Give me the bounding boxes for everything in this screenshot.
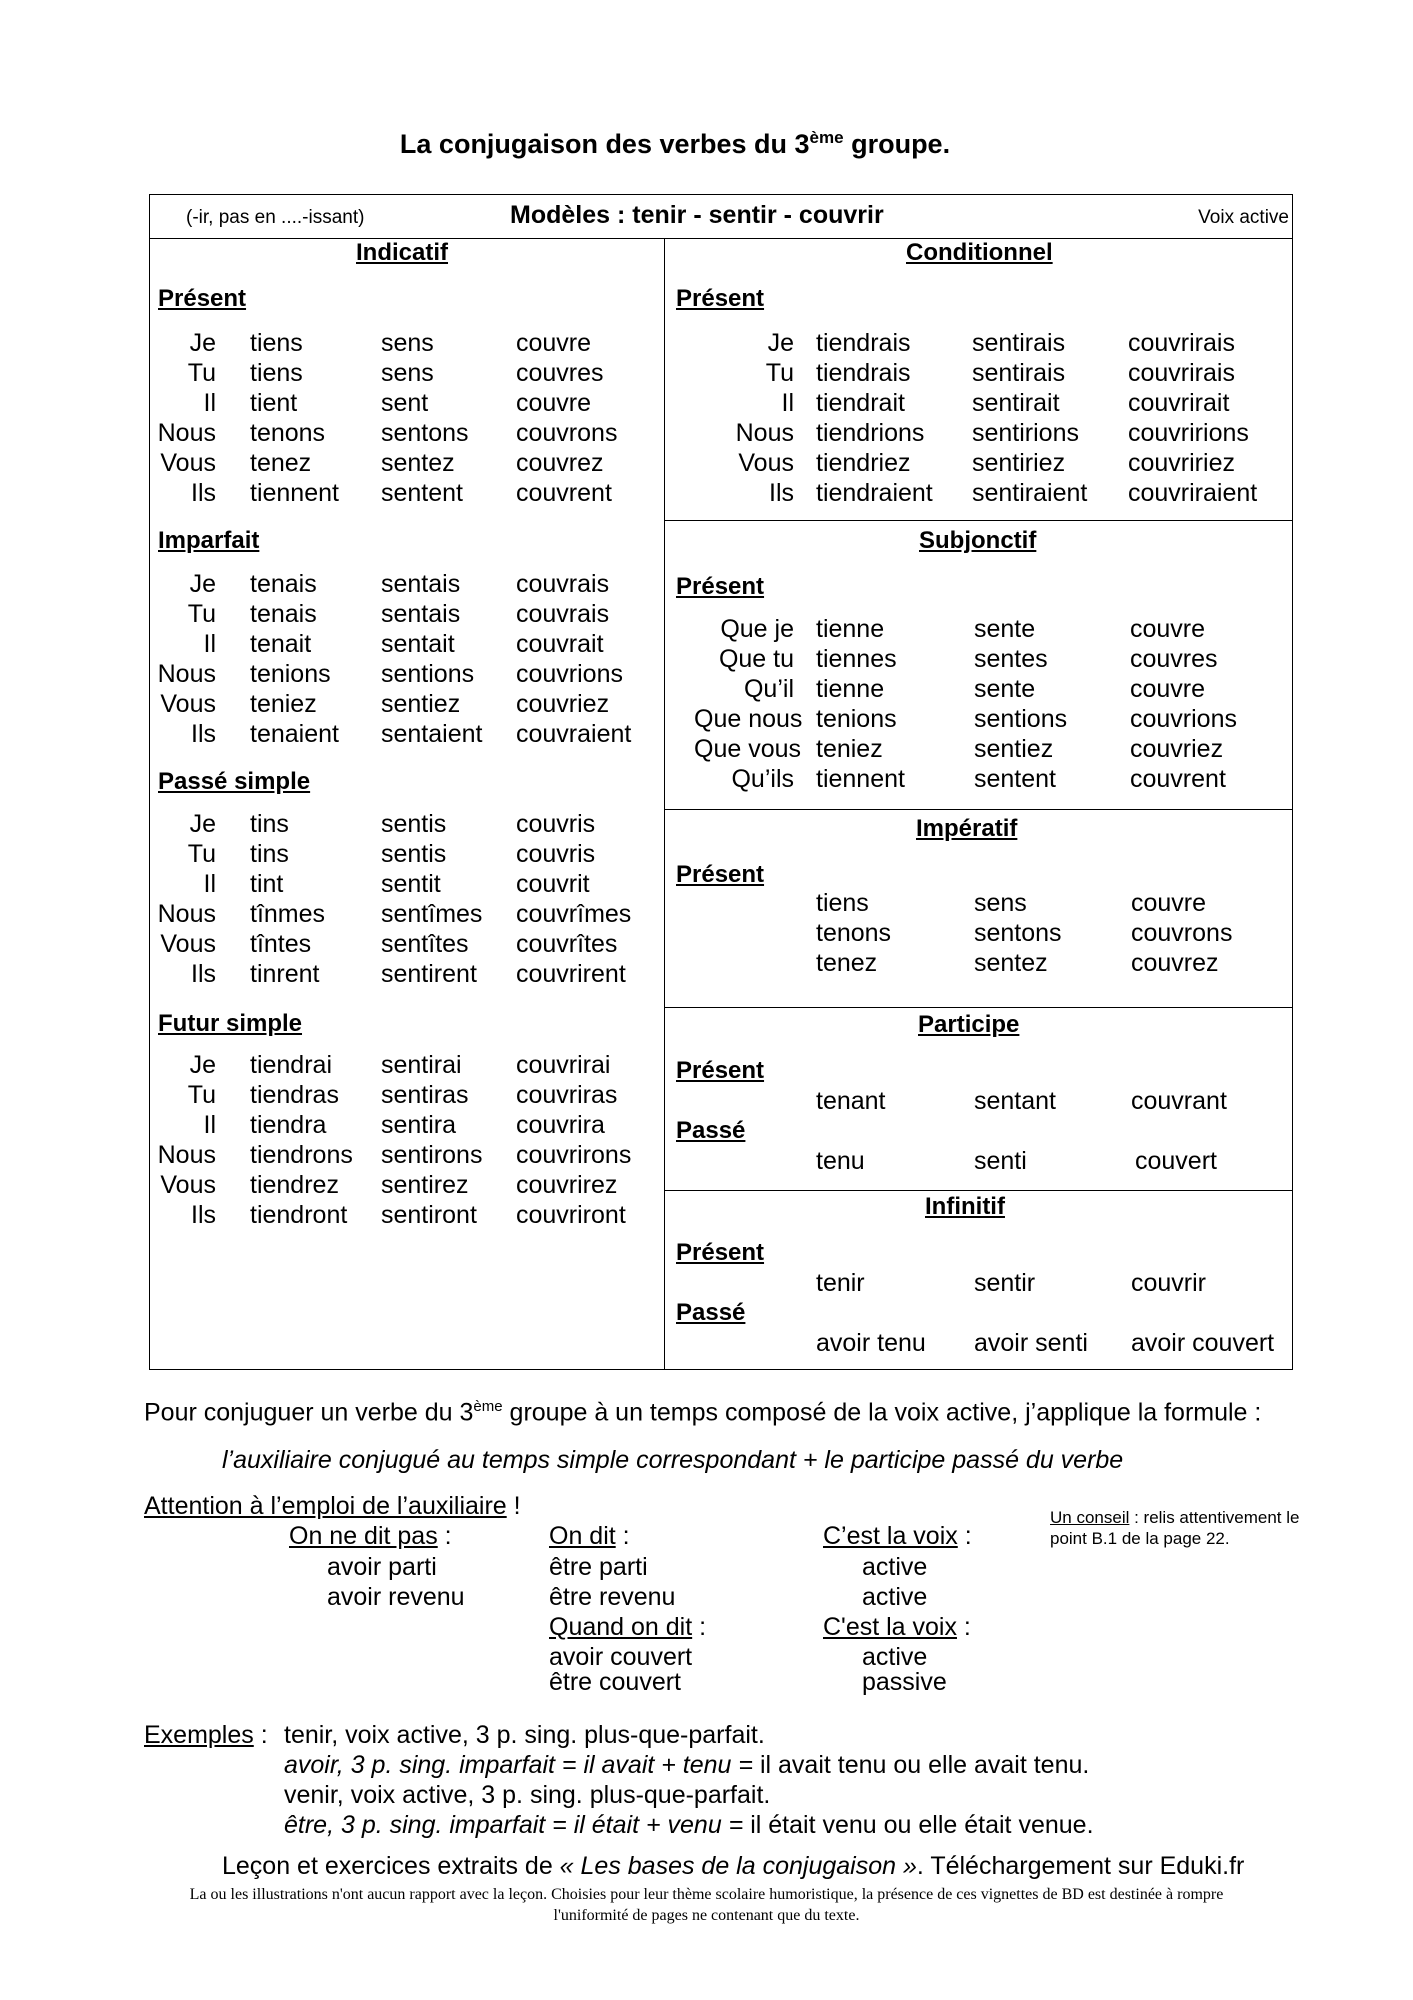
mood-subjonctif: Subjonctif: [919, 527, 1037, 554]
verb-form: sentiras: [381, 1081, 469, 1109]
verb-form: sentirai: [381, 1051, 462, 1079]
verb-form: sentions: [381, 660, 475, 688]
attention-label: Attention à l’emploi de l’auxiliaire: [144, 1492, 507, 1520]
pronoun: Que nous: [694, 705, 803, 733]
mood-participe: Participe: [918, 1011, 1020, 1038]
pronoun: Je: [189, 810, 216, 838]
pronoun: Tu: [187, 1081, 216, 1109]
tense-indicatif-present: Présent: [158, 285, 247, 312]
verb-form: tenaient: [250, 720, 339, 748]
verb-form: sentirait: [972, 389, 1060, 417]
verb-form: tîntes: [250, 930, 312, 958]
attention-line: [144, 1492, 521, 1521]
pronoun: Que vous: [694, 735, 802, 763]
verb-form: sentirons: [381, 1141, 483, 1169]
verb-form: tenait: [250, 630, 312, 658]
verb-form: tiens: [250, 329, 303, 357]
header-left: (-ir, pas en ....-issant): [186, 207, 365, 228]
verb-form: tiendras: [250, 1081, 339, 1109]
pronoun: Nous: [157, 660, 216, 688]
example-2: [284, 1751, 1089, 1780]
conseil-text: : relis attentivement le: [1129, 1508, 1300, 1527]
formula-rule: l’auxiliaire conjugué au temps simple correspondant + le participe passé du verbe: [222, 1446, 1124, 1474]
colon: :: [437, 1522, 452, 1550]
pronoun: Je: [189, 570, 216, 598]
voix-2: active: [862, 1583, 928, 1611]
verb-form: tenions: [250, 660, 331, 688]
pronoun: Qu’il: [743, 675, 794, 703]
verb-form: sentais: [381, 600, 461, 628]
verb-form: tiendriez: [816, 449, 911, 477]
verb-form: tiennes: [816, 645, 897, 673]
verb-form: couvrira: [516, 1111, 605, 1139]
example-4: [284, 1811, 1094, 1840]
pronoun: Il: [203, 1111, 216, 1139]
verb-form: couvres: [1130, 645, 1218, 673]
tense-indicatif-imparfait: Imparfait: [158, 527, 260, 554]
verb-form: tiendrions: [816, 419, 925, 447]
verb-form: couvrirent: [516, 960, 626, 988]
verb-form: tiendra: [250, 1111, 327, 1139]
verb-form: couvrons: [516, 419, 618, 447]
pronoun: Nous: [157, 900, 216, 928]
verb-form: tenu: [816, 1147, 865, 1175]
verb-form: tiens: [250, 359, 303, 387]
verb-form: couvrirons: [516, 1141, 632, 1169]
verb-form: sentons: [974, 919, 1062, 947]
pronoun: Tu: [765, 359, 794, 387]
exemples-colon: :: [253, 1721, 268, 1749]
pronoun: Ils: [769, 479, 794, 507]
verb-form: sentent: [381, 479, 464, 507]
page-title: [0, 128, 1350, 160]
voix-label: C’est la voix: [823, 1522, 958, 1550]
tense-indicatif-passe-simple: Passé simple: [158, 768, 311, 795]
verb-form: couvrez: [516, 449, 604, 477]
verb-form: tînmes: [250, 900, 326, 928]
tense-infinitif-passe: Passé: [676, 1299, 746, 1326]
verb-form: tiendrez: [250, 1171, 339, 1199]
verb-form: couvrîtes: [516, 930, 618, 958]
verb-form: couvrirai: [516, 1051, 611, 1079]
verb-form: tenais: [250, 600, 317, 628]
verb-form: avoir couvert: [1131, 1329, 1275, 1357]
verb-form: tiennent: [250, 479, 339, 507]
verb-form: sentait: [381, 630, 455, 658]
pronoun: Vous: [160, 690, 216, 718]
header-divider: [150, 238, 1292, 239]
pronoun: Vous: [160, 930, 216, 958]
verb-form: couvre: [516, 389, 592, 417]
verb-form: sentirions: [972, 419, 1079, 447]
verb-form: couvrais: [516, 570, 610, 598]
verb-form: sente: [974, 675, 1036, 703]
verb-form: tienne: [816, 615, 885, 643]
header-voice: Voix active: [1198, 207, 1289, 228]
verb-form: sentiront: [381, 1201, 477, 1229]
pronoun: Je: [189, 1051, 216, 1079]
formula-intro: [144, 1398, 1261, 1427]
verb-form: tiendrons: [250, 1141, 353, 1169]
verb-form: couvriront: [516, 1201, 626, 1229]
credit-a: Leçon et exercices extraits de: [222, 1852, 560, 1880]
voix-1: active: [862, 1553, 928, 1581]
pronoun: Vous: [160, 1171, 216, 1199]
verb-form: couvris: [516, 840, 596, 868]
title-text: La conjugaison des verbes du 3: [399, 129, 810, 159]
verb-form: couvert: [1135, 1147, 1217, 1175]
example-4-formula: être, 3 p. sing. imparfait = il était + venu =: [284, 1811, 744, 1839]
on-ne-dit-pas-header: [289, 1522, 452, 1551]
quand-on-dit-header: [549, 1613, 706, 1642]
credit-line: [222, 1852, 1244, 1881]
verb-form: sentirez: [381, 1171, 469, 1199]
verb-form: sens: [381, 359, 434, 387]
voix-header: [823, 1522, 972, 1551]
verb-form: tiendraient: [816, 479, 933, 507]
colon: :: [956, 1613, 971, 1641]
verb-form: couvrant: [1131, 1087, 1227, 1115]
verb-form: sens: [381, 329, 434, 357]
verb-form: couvrons: [1131, 919, 1233, 947]
verb-form: couvre: [1130, 675, 1206, 703]
formula-intro-sup: ème: [473, 1398, 503, 1415]
pronoun: Il: [203, 389, 216, 417]
verb-form: tinrent: [250, 960, 320, 988]
exemples-word: Exemples: [144, 1721, 254, 1749]
verb-form: sentira: [381, 1111, 457, 1139]
verb-form: sentirais: [972, 329, 1066, 357]
column-divider: [664, 238, 665, 1369]
verb-form: sentaient: [381, 720, 483, 748]
quand-1: avoir couvert: [549, 1643, 693, 1671]
pronoun: Vous: [160, 449, 216, 477]
verb-form: tenez: [816, 949, 878, 977]
verb-form: couvrais: [516, 600, 610, 628]
verb-form: couvrent: [516, 479, 612, 507]
tense-subjonctif-present: Présent: [676, 573, 765, 600]
verb-form: tiendront: [250, 1201, 348, 1229]
verb-form: couvriraient: [1128, 479, 1258, 507]
example-4-result: il était venu ou elle était venue.: [743, 1811, 1094, 1839]
example-3: venir, voix active, 3 p. sing. plus-que-parfait.: [284, 1781, 771, 1809]
ne-dit-pas-2: avoir revenu: [327, 1583, 465, 1611]
mood-imperatif: Impératif: [916, 815, 1018, 842]
verb-form: tienne: [816, 675, 885, 703]
dit-1: être parti: [549, 1553, 648, 1581]
verb-form: sentent: [974, 765, 1057, 793]
exemples-label: [144, 1721, 268, 1750]
verb-form: teniez: [816, 735, 883, 763]
pronoun: Il: [781, 389, 794, 417]
pronoun: Ils: [191, 479, 216, 507]
verb-form: couvrirez: [516, 1171, 618, 1199]
formula-intro-a: Pour conjuguer un verbe du 3: [144, 1398, 474, 1427]
ne-dit-pas-1: avoir parti: [327, 1553, 437, 1581]
verb-form: couvrait: [516, 630, 604, 658]
tense-imperatif-present: Présent: [676, 861, 765, 888]
verb-form: couvraient: [516, 720, 632, 748]
verb-form: tenons: [816, 919, 892, 947]
credit-book: « Les bases de la conjugaison »: [559, 1852, 917, 1880]
verb-form: tenions: [816, 705, 897, 733]
voix-4: passive: [862, 1668, 947, 1696]
quand-on-dit-label: Quand on dit: [549, 1613, 693, 1641]
divider-infinitif: [664, 1190, 1292, 1191]
verb-form: sentiez: [381, 690, 461, 718]
voix2-label: C'est la voix: [823, 1613, 957, 1641]
verb-form: tenez: [250, 449, 312, 477]
conjugation-table: [149, 194, 1293, 1370]
verb-form: sentons: [381, 419, 469, 447]
formula-intro-b: groupe à un temps composé de la voix active, j’applique la formule :: [502, 1398, 1262, 1427]
verb-form: tiendrai: [250, 1051, 332, 1079]
example-1: tenir, voix active, 3 p. sing. plus-que-parfait.: [284, 1721, 765, 1749]
verb-form: couvririez: [1128, 449, 1235, 477]
verb-form: sentirais: [972, 359, 1066, 387]
conseil-note: [1050, 1507, 1299, 1549]
verb-form: teniez: [250, 690, 317, 718]
verb-form: sentiriez: [972, 449, 1066, 477]
tense-participe-passe: Passé: [676, 1117, 746, 1144]
pronoun: Il: [203, 630, 216, 658]
verb-form: couvrent: [1130, 765, 1226, 793]
credit-b: . Téléchargement sur Eduki.fr: [916, 1852, 1245, 1880]
divider-subjonctif: [664, 520, 1292, 521]
verb-form: tins: [250, 810, 289, 838]
pronoun: Ils: [191, 720, 216, 748]
example-2-result: il avait tenu ou elle avait tenu.: [753, 1751, 1090, 1779]
quand-2: être couvert: [549, 1668, 682, 1696]
conseil-label: Un conseil: [1050, 1508, 1130, 1527]
verb-form: sentions: [974, 705, 1068, 733]
pronoun: Tu: [187, 600, 216, 628]
verb-form: tiendrais: [816, 329, 911, 357]
divider-participe: [664, 1007, 1292, 1008]
verb-form: sentes: [974, 645, 1048, 673]
verb-form: sentez: [974, 949, 1048, 977]
verb-form: sentis: [381, 810, 447, 838]
disclaimer-line-1: La ou les illustrations n'ont aucun rapport avec la leçon. Choisies pour leur thème scolaire humoristique, la présence de ces vignettes de BD est destinée à rompre: [189, 1886, 1224, 1903]
pronoun: Tu: [187, 840, 216, 868]
mood-conditionnel: Conditionnel: [906, 239, 1053, 266]
example-2-formula: avoir, 3 p. sing. imparfait = il avait + tenu =: [284, 1751, 754, 1779]
verb-form: tiennent: [816, 765, 905, 793]
pronoun: Qu’ils: [731, 765, 794, 793]
verb-form: sentais: [381, 570, 461, 598]
verb-form: tenir: [816, 1269, 865, 1297]
colon: :: [615, 1522, 630, 1550]
pronoun: Il: [203, 870, 216, 898]
pronoun: Ils: [191, 1201, 216, 1229]
verb-form: sentir: [974, 1269, 1036, 1297]
verb-form: tiendrais: [816, 359, 911, 387]
disclaimer: [0, 1884, 1413, 1926]
verb-form: sentirent: [381, 960, 477, 988]
verb-form: sentiraient: [972, 479, 1088, 507]
pronoun: Nous: [157, 419, 216, 447]
on-ne-dit-pas-label: On ne dit pas: [289, 1522, 438, 1550]
verb-form: couvris: [516, 810, 596, 838]
title-sup: ème: [809, 128, 844, 147]
verb-form: couvrions: [516, 660, 623, 688]
header-models: Modèles : tenir - sentir - couvrir: [510, 201, 884, 229]
tense-conditionnel-present: Présent: [676, 285, 765, 312]
tense-infinitif-present: Présent: [676, 1239, 765, 1266]
voix2-header: [823, 1613, 971, 1642]
verb-form: couvrirais: [1128, 329, 1235, 357]
verb-form: tiendrait: [816, 389, 905, 417]
pronoun: Que je: [720, 615, 794, 643]
verb-form: couvriras: [516, 1081, 618, 1109]
verb-form: couvre: [1131, 889, 1207, 917]
colon: :: [692, 1613, 707, 1641]
verb-form: sentez: [381, 449, 455, 477]
voix-3: active: [862, 1643, 928, 1671]
verb-form: couvre: [1130, 615, 1206, 643]
verb-form: sentîtes: [381, 930, 469, 958]
pronoun: Tu: [187, 359, 216, 387]
pronoun: Nous: [157, 1141, 216, 1169]
verb-form: tenais: [250, 570, 317, 598]
verb-form: sent: [381, 389, 429, 417]
verb-form: tenons: [250, 419, 326, 447]
verb-form: couvre: [516, 329, 592, 357]
on-dit-header: [549, 1522, 630, 1551]
verb-form: sente: [974, 615, 1036, 643]
verb-form: couvrirais: [1128, 359, 1235, 387]
attention-end: !: [506, 1492, 521, 1520]
verb-form: couvrirait: [1128, 389, 1230, 417]
verb-form: sentit: [381, 870, 441, 898]
pronoun: Ils: [191, 960, 216, 988]
dit-2: être revenu: [549, 1583, 676, 1611]
mood-indicatif: Indicatif: [356, 239, 449, 266]
verb-form: tient: [250, 389, 298, 417]
verb-form: couvrir: [1131, 1269, 1207, 1297]
mood-infinitif: Infinitif: [925, 1193, 1005, 1220]
verb-form: couvririons: [1128, 419, 1249, 447]
verb-form: tint: [250, 870, 284, 898]
verb-form: sentant: [974, 1087, 1057, 1115]
verb-form: couvrit: [516, 870, 590, 898]
disclaimer-line-2: l'uniformité de pages ne contenant que du texte.: [553, 1907, 860, 1924]
pronoun: Vous: [738, 449, 794, 477]
tense-participe-present: Présent: [676, 1057, 765, 1084]
verb-form: sentis: [381, 840, 447, 868]
verb-form: sentiez: [974, 735, 1054, 763]
verb-form: couvrîmes: [516, 900, 632, 928]
verb-form: couvres: [516, 359, 604, 387]
tense-indicatif-futur: Futur simple: [158, 1010, 303, 1037]
verb-form: tenant: [816, 1087, 886, 1115]
verb-form: couvrions: [1130, 705, 1237, 733]
verb-form: couvrez: [1131, 949, 1219, 977]
divider-imperatif: [664, 809, 1292, 810]
verb-form: avoir tenu: [816, 1329, 926, 1357]
verb-form: sentîmes: [381, 900, 483, 928]
verb-form: sens: [974, 889, 1027, 917]
pronoun: Que tu: [718, 645, 794, 673]
colon: :: [957, 1522, 972, 1550]
verb-form: avoir senti: [974, 1329, 1088, 1357]
verb-form: couvriez: [516, 690, 610, 718]
title-end: groupe.: [843, 129, 951, 159]
pronoun: Je: [189, 329, 216, 357]
verb-form: tins: [250, 840, 289, 868]
verb-form: tiens: [816, 889, 869, 917]
conseil-text2: point B.1 de la page 22.: [1050, 1529, 1230, 1548]
verb-form: senti: [974, 1147, 1027, 1175]
pronoun: Je: [767, 329, 794, 357]
on-dit-label: On dit: [549, 1522, 616, 1550]
pronoun: Nous: [735, 419, 794, 447]
verb-form: couvriez: [1130, 735, 1224, 763]
